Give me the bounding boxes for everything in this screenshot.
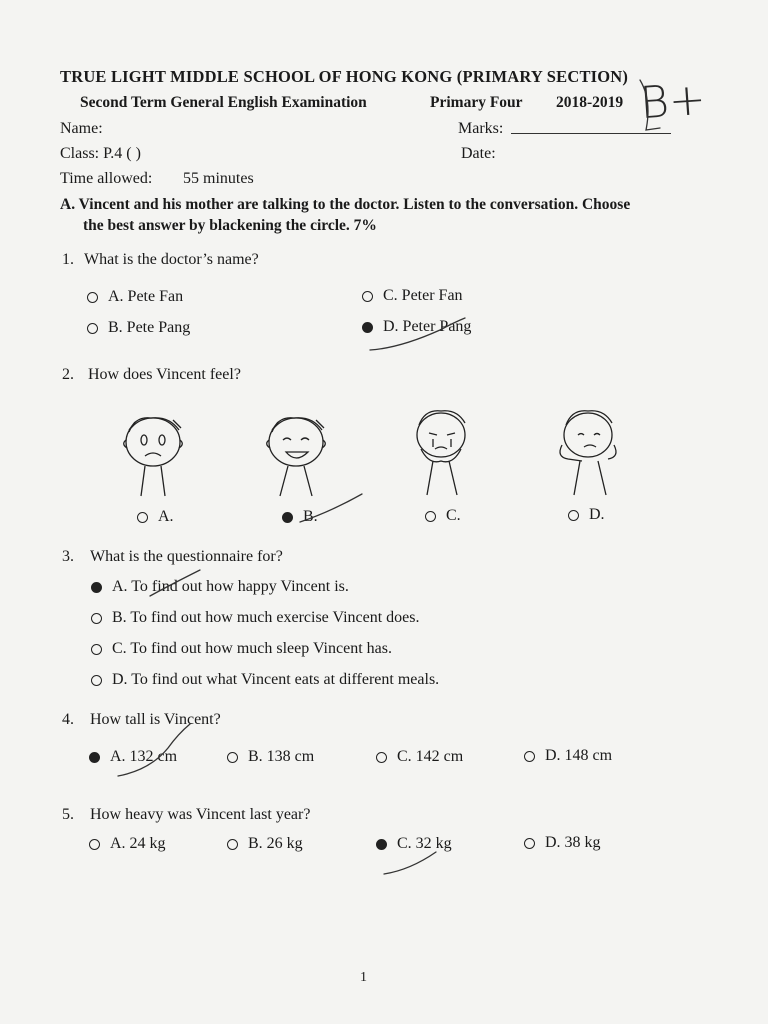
- answer-circle[interactable]: [524, 838, 535, 849]
- name-label: Name:: [60, 120, 103, 137]
- question-number: 2.: [62, 366, 74, 383]
- option-label: A. Pete Fan: [108, 288, 184, 305]
- answer-circle-filled[interactable]: [376, 839, 387, 850]
- q2-option-b[interactable]: [282, 508, 318, 526]
- question-text: How heavy was Vincent last year?: [90, 806, 311, 823]
- answer-circle[interactable]: [362, 291, 373, 302]
- option-label: A. 24 kg: [110, 835, 166, 852]
- question-text: What is the doctor’s name?: [84, 251, 259, 268]
- answer-circle[interactable]: [524, 751, 535, 762]
- q1-option-d[interactable]: [362, 318, 471, 336]
- answer-circle-filled[interactable]: [89, 752, 100, 763]
- option-label: C.: [446, 507, 461, 524]
- q4-option-b[interactable]: [227, 748, 314, 766]
- answer-circle[interactable]: [227, 752, 238, 763]
- q5-option-c[interactable]: [376, 835, 452, 853]
- q5-option-d[interactable]: [524, 834, 601, 852]
- option-label: D. 38 kg: [545, 834, 601, 851]
- option-label: A.: [158, 508, 174, 525]
- answer-circle-filled[interactable]: [282, 512, 293, 523]
- option-label: D.: [589, 506, 605, 523]
- q4-option-d[interactable]: [524, 747, 612, 765]
- question-number: 3.: [62, 548, 74, 565]
- tick-mark: [384, 852, 436, 874]
- option-label: A. To find out how happy Vincent is.: [112, 578, 349, 595]
- answer-circle[interactable]: [89, 839, 100, 850]
- answer-circle[interactable]: [425, 511, 436, 522]
- class-label: Class: P.4 ( ): [60, 145, 141, 162]
- question-number: 4.: [62, 711, 74, 728]
- question-text: How tall is Vincent?: [90, 711, 221, 728]
- marks-line[interactable]: [511, 133, 671, 134]
- q3-option-d[interactable]: [91, 671, 439, 689]
- q4-option-c[interactable]: [376, 748, 463, 766]
- marks-label: Marks:: [458, 120, 504, 137]
- crying-face-icon: [403, 405, 483, 500]
- q1-option-c[interactable]: [362, 287, 463, 305]
- option-label: D. 148 cm: [545, 747, 613, 764]
- option-label: B. Pete Pang: [108, 319, 191, 336]
- option-label: C. 142 cm: [397, 748, 464, 765]
- question-number: 5.: [62, 806, 74, 823]
- q2-option-a[interactable]: [137, 508, 174, 526]
- q1-option-b[interactable]: [87, 319, 190, 337]
- answer-circle[interactable]: [87, 323, 98, 334]
- option-label: D. To find out what Vincent eats at different meals.: [112, 671, 440, 688]
- option-label: B. To find out how much exercise Vincent does.: [112, 609, 420, 626]
- option-label: B. 138 cm: [248, 748, 315, 765]
- q2-option-d[interactable]: [568, 506, 605, 524]
- section-a-line-1: A. Vincent and his mother are talking to the doctor. Listen to the conversation. Choose: [60, 196, 631, 213]
- exam-title: Second Term General English Examination: [80, 94, 367, 111]
- option-label: A. 132 cm: [110, 748, 178, 765]
- option-label: B. 26 kg: [248, 835, 303, 852]
- option-label: D. Peter Pang: [383, 318, 472, 335]
- happy-face-icon: [258, 410, 338, 500]
- exam-year: 2018-2019: [556, 94, 624, 111]
- answer-circle[interactable]: [91, 613, 102, 624]
- question-number: 1.: [62, 251, 74, 268]
- school-title: TRUE LIGHT MIDDLE SCHOOL OF HONG KONG (PRIMARY SECTION): [60, 67, 629, 86]
- answer-circle-filled[interactable]: [91, 582, 102, 593]
- question-text: What is the questionnaire for?: [90, 548, 283, 565]
- q5-option-b[interactable]: [227, 835, 303, 853]
- time-allowed-value: 55 minutes: [183, 170, 254, 187]
- answer-circle[interactable]: [227, 839, 238, 850]
- q1-option-a[interactable]: [87, 288, 183, 306]
- section-a-instructions: [60, 194, 740, 236]
- question-text: How does Vincent feel?: [88, 366, 241, 383]
- answer-circle[interactable]: [91, 644, 102, 655]
- q4-option-a[interactable]: [89, 748, 177, 766]
- q3-option-b[interactable]: [91, 609, 420, 627]
- answer-circle[interactable]: [137, 512, 148, 523]
- q5-option-a[interactable]: [89, 835, 166, 853]
- answer-circle[interactable]: [376, 752, 387, 763]
- date-label: Date:: [461, 145, 496, 162]
- exam-level: Primary Four: [430, 94, 523, 111]
- answer-circle-filled[interactable]: [362, 322, 373, 333]
- option-label: B.: [303, 508, 318, 525]
- time-allowed-label: Time allowed:: [60, 170, 153, 187]
- answer-circle[interactable]: [568, 510, 579, 521]
- page-number: 1: [360, 970, 367, 985]
- q3-option-c[interactable]: [91, 640, 392, 658]
- handwritten-grade: B+: [638, 73, 708, 130]
- q2-option-c[interactable]: [425, 507, 461, 525]
- answer-circle[interactable]: [91, 675, 102, 686]
- section-a-line-2: the best answer by blackening the circle. 7%: [83, 217, 377, 234]
- worried-face-icon: [115, 410, 195, 500]
- thinking-face-icon: [548, 405, 633, 500]
- option-label: C. To find out how much sleep Vincent has.: [112, 640, 392, 657]
- option-label: C. Peter Fan: [383, 287, 463, 304]
- q3-option-a[interactable]: [91, 578, 349, 596]
- option-label: C. 32 kg: [397, 835, 452, 852]
- answer-circle[interactable]: [87, 292, 98, 303]
